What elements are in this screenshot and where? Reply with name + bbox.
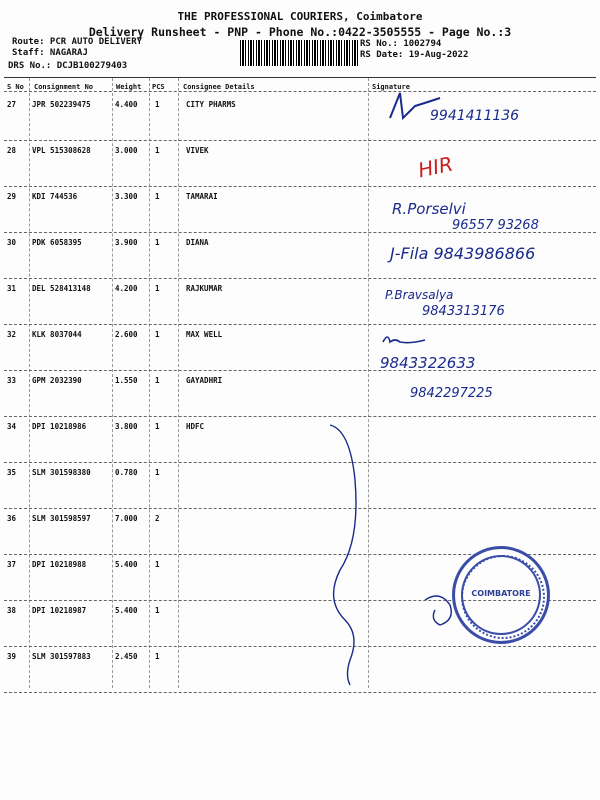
col-header-weight: Weight (116, 83, 142, 91)
row-pcs: 1 (155, 468, 160, 477)
handwriting-33: 9843322633 (380, 354, 476, 372)
company-stamp (452, 546, 550, 644)
col-divider (29, 78, 30, 688)
drs-number: DRS No.: DCJB100279403 (8, 61, 128, 71)
col-header-sno: S No (7, 83, 24, 91)
row-consignee: DIANA (186, 238, 209, 247)
row-divider (4, 692, 596, 693)
row-consignment: JPR 502239475 (32, 100, 91, 109)
handwriting-31-name: P.Bravsalya (385, 288, 454, 302)
col-header-consignment: Consignment No (34, 83, 94, 91)
row-consignment: PDK 6058395 (32, 238, 82, 247)
row-weight: 3.800 (115, 422, 138, 431)
row-weight: 5.400 (115, 606, 138, 615)
signature-scribble (320, 420, 380, 690)
row-sno: 34 (7, 422, 17, 431)
row-sno: 38 (7, 606, 17, 615)
row-pcs: 1 (155, 652, 160, 661)
col-divider (178, 78, 179, 688)
row-pcs: 1 (155, 376, 160, 385)
row-sno: 31 (7, 284, 17, 293)
row-weight: 3.900 (115, 238, 138, 247)
row-consignee: CITY PHARMS (186, 100, 236, 109)
handwriting-34: 9842297225 (410, 386, 493, 401)
row-weight: 2.450 (115, 652, 138, 661)
row-divider (4, 186, 596, 187)
handwriting-30: J-Fila 9843986866 (390, 244, 536, 263)
row-consignment: VPL 515308628 (32, 146, 91, 155)
company-title: THE PROFESSIONAL COURIERS, Coimbatore (177, 10, 423, 23)
row-pcs: 1 (155, 284, 160, 293)
row-consignment: DEL 528413148 (32, 284, 91, 293)
row-sno: 33 (7, 376, 17, 385)
row-consignment: SLM 301598380 (32, 468, 91, 477)
row-consignment: GPM 2032390 (32, 376, 82, 385)
row-weight: 3.000 (115, 146, 138, 155)
rs-date: RS Date: 19-Aug-2022 (360, 50, 469, 60)
row-divider (4, 416, 596, 417)
handwriting-31-phone: 9843313176 (422, 304, 505, 319)
barcode (240, 40, 360, 66)
runsheet-title: Delivery Runsheet - PNP - Phone No.:0422-3505555 - Page No.:3 (88, 25, 512, 39)
row-weight: 4.200 (115, 284, 138, 293)
header-top-rule (4, 77, 596, 78)
row-sno: 36 (7, 514, 17, 523)
row-pcs: 1 (155, 100, 160, 109)
row-divider (4, 508, 596, 509)
stamp-city: COIMBATORE (471, 589, 531, 598)
row-consignment: DPI 10218988 (32, 560, 87, 569)
row-sno: 37 (7, 560, 17, 569)
row-divider (4, 646, 596, 647)
rs-number: RS No.: 1002794 (360, 39, 442, 49)
handwriting-27: 9941411136 (430, 108, 520, 124)
handwriting-29-name: R.Porselvi (392, 200, 466, 218)
staff-label: Staff: NAGARAJ (12, 48, 88, 58)
handwriting-28: HIR (415, 151, 455, 183)
row-consignee: MAX WELL (186, 330, 223, 339)
row-divider (4, 140, 596, 141)
row-consignee: RAJKUMAR (186, 284, 223, 293)
row-weight: 2.600 (115, 330, 138, 339)
row-sno: 32 (7, 330, 17, 339)
row-consignment: SLM 301598597 (32, 514, 91, 523)
row-divider (4, 462, 596, 463)
row-pcs: 1 (155, 422, 160, 431)
col-header-pcs: PCS (152, 83, 165, 91)
row-pcs: 1 (155, 330, 160, 339)
row-divider (4, 370, 596, 371)
route-label: Route: PCR AUTO DELIVERY (12, 37, 143, 47)
row-sno: 27 (7, 100, 17, 109)
row-weight: 0.780 (115, 468, 138, 477)
row-weight: 1.550 (115, 376, 138, 385)
row-consignee: VIVEK (186, 146, 209, 155)
row-weight: 5.400 (115, 560, 138, 569)
row-sno: 29 (7, 192, 17, 201)
col-header-signature: Signature (372, 83, 410, 91)
row-sno: 35 (7, 468, 17, 477)
row-pcs: 1 (155, 560, 160, 569)
row-divider (4, 324, 596, 325)
row-consignment: KDI 744536 (32, 192, 78, 201)
row-sno: 28 (7, 146, 17, 155)
row-consignment: KLK 8037044 (32, 330, 82, 339)
row-consignee: TAMARAI (186, 192, 218, 201)
col-divider (112, 78, 113, 688)
row-weight: 4.400 (115, 100, 138, 109)
col-header-consignee: Consignee Details (183, 83, 255, 91)
row-consignment: DPI 10218986 (32, 422, 87, 431)
row-divider (4, 278, 596, 279)
row-consignment: SLM 301597883 (32, 652, 91, 661)
header-bottom-rule (4, 91, 596, 92)
row-consignee: GAYADHRI (186, 376, 223, 385)
handwriting-29-phone: 96557 93268 (452, 218, 539, 233)
row-sno: 39 (7, 652, 17, 661)
row-pcs: 1 (155, 606, 160, 615)
row-pcs: 1 (155, 238, 160, 247)
signature-32 (380, 330, 430, 350)
row-weight: 3.300 (115, 192, 138, 201)
row-consignment: DPI 10218987 (32, 606, 87, 615)
row-sno: 30 (7, 238, 17, 247)
row-pcs: 2 (155, 514, 160, 523)
row-pcs: 1 (155, 146, 160, 155)
row-consignee: HDFC (186, 422, 205, 431)
row-pcs: 1 (155, 192, 160, 201)
col-divider (149, 78, 150, 688)
row-weight: 7.000 (115, 514, 138, 523)
